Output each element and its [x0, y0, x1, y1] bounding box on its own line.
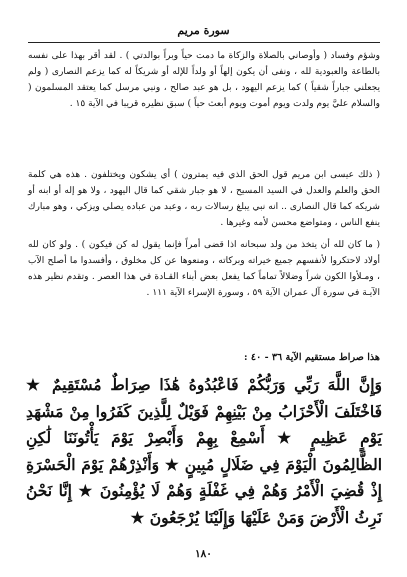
- commentary-paragraph: ( ما كان لله أن يتخذ من ولد سبحانه اذا قضى أمراً فإنما يقول له كن فيكون ) . ولو كان لله أولاد لاحتكروا لأنفسهم جميع خيراته وبركاته ، ومنعوها عن كل مخلوق ، وأفسدوا ما أصلح الآب ، ومـلأوا الكون شراً وضلالاً تماماً كما يفعل بعض أبناء القـادة في هذا العصر . وتقدم نظير هذه الآيـة في سورة آل عمران الآية ٥٩ ، وسورة الإسراء الآية ١١١ .: [28, 240, 380, 298]
- commentary-paragraph: ( ذلك عيسى ابن مريم قول الحق الذي فيه يمترون ) أي يشكون ويختلفون . هذه هي كلمة الحق والعلم والعدل في السيد المسيح ، لا هو جبار شقي كما قال اليهود ، ولا هو إله أو ابنه أو شريكه كما قال النصارى .. انه نبي يبلغ رسالات ربه ، وعبد من عباده يصلي ويزكي ، وهو مبارك ينفع الناس ، ومتواضع محسن لأمه وغيرها .: [28, 170, 380, 228]
- page-header-surah-title: سورة مريم: [177, 24, 230, 37]
- quran-verses: وَإِنَّ اللَّهَ رَبِّي وَرَبُّكُمْ فَاعْبُدُوهُ هَٰذَا صِرَاطٌ مُسْتَقِيمٌ ★ فَاخْتَلَفَ الْأَحْزَابُ مِنْ بَيْنِهِمْ فَوَيْلٌ لِلَّذِينَ كَفَرُوا مِنْ مَشْهَدِ يَوْمٍ عَظِيمٍ ★ أَسْمِعْ بِهِمْ وَأَبْصِرْ يَوْمَ يَأْتُونَنَا لَٰكِنِ الظَّالِمُونَ الْيَوْمَ فِي ضَلَالٍ مُبِينٍ ★ وَأَنْذِرْهُمْ يَوْمَ الْحَسْرَةِ إِذْ قُضِيَ الْأَمْرُ وَهُمْ فِي غَفْلَةٍ وَهُمْ لَا يُؤْمِنُونَ ★ إِنَّا نَحْنُ نَرِثُ الْأَرْضَ وَمَنْ عَلَيْهَا وَإِلَيْنَا يُرْجَعُونَ ★: [26, 375, 382, 527]
- commentary-paragraph: وشؤم وفساد ( وأوصاني بالصلاة والزكاة ما دمت حياً وبراً بوالدتي ) . لقد أقر بهذا على نفسه بالطاعة والعبودية لله ، ونفى أن يكون إلهاً أو ولداً للإله أو شريكاً له كما يزعم النصارى ( ولم يجعلني جباراً شقياً ) كما يزعم اليهود ، بل هو عبد صالح ، ونبي مرسل كما يعتقد المسلمون ( والسلام عليَّ يوم ولدت ويوم أموت ويوم أبعث حياً ) سبق نظيره قريبا في الآية ١٥ .: [28, 51, 380, 109]
- header-divider: [28, 42, 380, 43]
- section-heading: هذا صراط مستقيم الآية ٣٦ - ٤٠ :: [244, 352, 380, 363]
- page-number: ١٨٠: [195, 548, 212, 560]
